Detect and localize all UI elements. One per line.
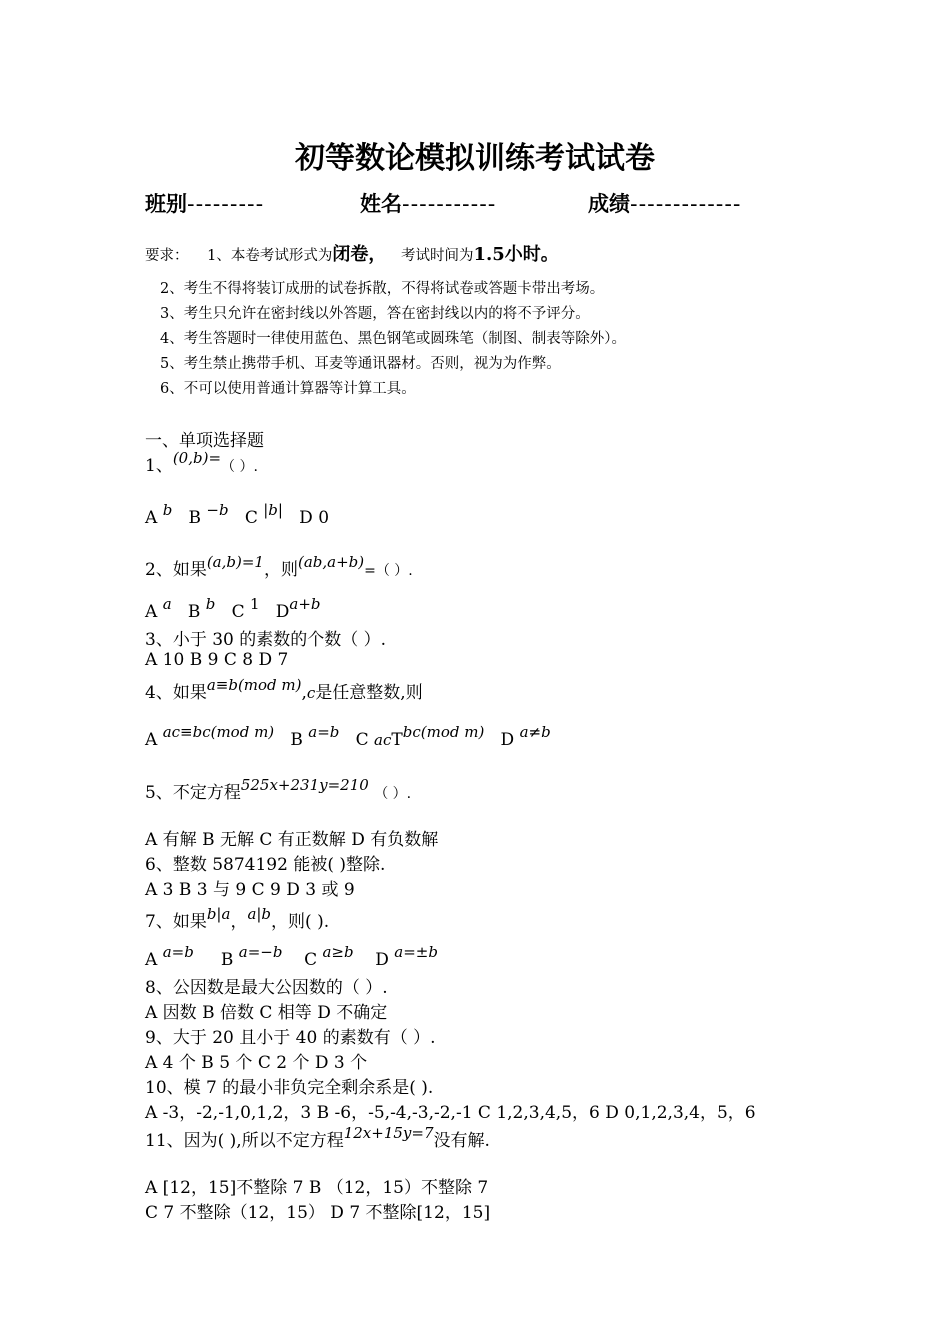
- question-10-options: A -3，-2,-1,0,1,2，3 B -6，-5,-4,-3,-2,-1 C 1,2,3,4,5，6 D 0,1,2,3,4，5，6: [145, 1103, 756, 1123]
- section-heading: 一、单项选择题: [145, 431, 264, 451]
- question-5-options: A 有解 B 无解 C 有正数解 D 有负数解: [145, 830, 439, 850]
- question-6-options: A 3 B 3 与 9 C 9 D 3 或 9: [145, 880, 355, 900]
- question-9: 9、大于 20 且小于 40 的素数有（ ）.: [145, 1028, 436, 1048]
- question-1: 1、(0,b)=（ ）.: [145, 449, 258, 476]
- question-4-options: A ac≡bc(mod m) B a=b C acTbc(mod m) D a≠b: [145, 723, 551, 750]
- question-9-options: A 4 个 B 5 个 C 2 个 D 3 个: [145, 1053, 368, 1073]
- page-title: 初等数论模拟训练考试试卷: [295, 141, 655, 176]
- question-8: 8、公因数是最大公因数的（ ）.: [145, 978, 388, 998]
- requirements-lead: 要求：: [145, 248, 189, 264]
- name-blank[interactable]: -----------: [402, 192, 497, 216]
- name-label: 姓名: [360, 192, 402, 216]
- score-field: [588, 188, 742, 218]
- name-field: [360, 188, 496, 218]
- question-11: 11、因为( ),所以不定方程12x+15y=7没有解.: [145, 1124, 490, 1151]
- requirement-6: 6、不可以使用普通计算器等计算工具。: [160, 381, 416, 397]
- question-7-options: A a=b B a=−b C a≥b D a=±b: [145, 943, 438, 970]
- question-10: 10、模 7 的最小非负完全剩余系是( ).: [145, 1078, 434, 1098]
- question-4: 4、如果a≡b(mod m),c是任意整数,则: [145, 676, 423, 703]
- class-field: [145, 188, 264, 218]
- question-2: 2、如果(a,b)=1，则(ab,a+b)=（ ）.: [145, 553, 413, 580]
- requirement-2: 2、考生不得将装订成册的试卷拆散，不得将试卷或答题卡带出考场。: [160, 281, 605, 297]
- question-11-options-1: A [12，15]不整除 7 B （12，15）不整除 7: [145, 1178, 489, 1198]
- question-6: 6、整数 5874192 能被( )整除.: [145, 855, 386, 875]
- requirement-4: 4、考生答题时一律使用蓝色、黑色钢笔或圆珠笔（制图、制表等除外）。: [160, 331, 626, 347]
- question-3-options: A 10 B 9 C 8 D 7: [145, 650, 289, 670]
- question-7: 7、如果b|a，a|b，则( ).: [145, 905, 330, 932]
- score-blank[interactable]: -------------: [630, 192, 742, 216]
- question-2-options: A a B b C 1 Da+b: [145, 595, 321, 622]
- question-1-options: A b B −b C |b| D 0: [145, 501, 330, 528]
- question-5: 5、不定方程525x+231y=210 （ ）.: [145, 776, 412, 803]
- class-label: 班别: [145, 192, 187, 216]
- question-3: 3、小于 30 的素数的个数（ ）.: [145, 630, 387, 650]
- requirement-3: 3、考生只允许在密封线以外答题，答在密封线以内的将不予评分。: [160, 306, 590, 322]
- score-label: 成绩: [588, 192, 630, 216]
- question-11-options-2: C 7 不整除（12，15） D 7 不整除[12，15]: [145, 1203, 491, 1223]
- class-blank[interactable]: ---------: [187, 192, 265, 216]
- question-8-options: A 因数 B 倍数 C 相等 D 不确定: [145, 1003, 388, 1023]
- requirement-5: 5、考生禁止携带手机、耳麦等通讯器材。否则，视为为作弊。: [160, 356, 561, 372]
- requirement-1: 要求： 1、本卷考试形式为闭卷， 考试时间为1.5小时。: [145, 244, 559, 265]
